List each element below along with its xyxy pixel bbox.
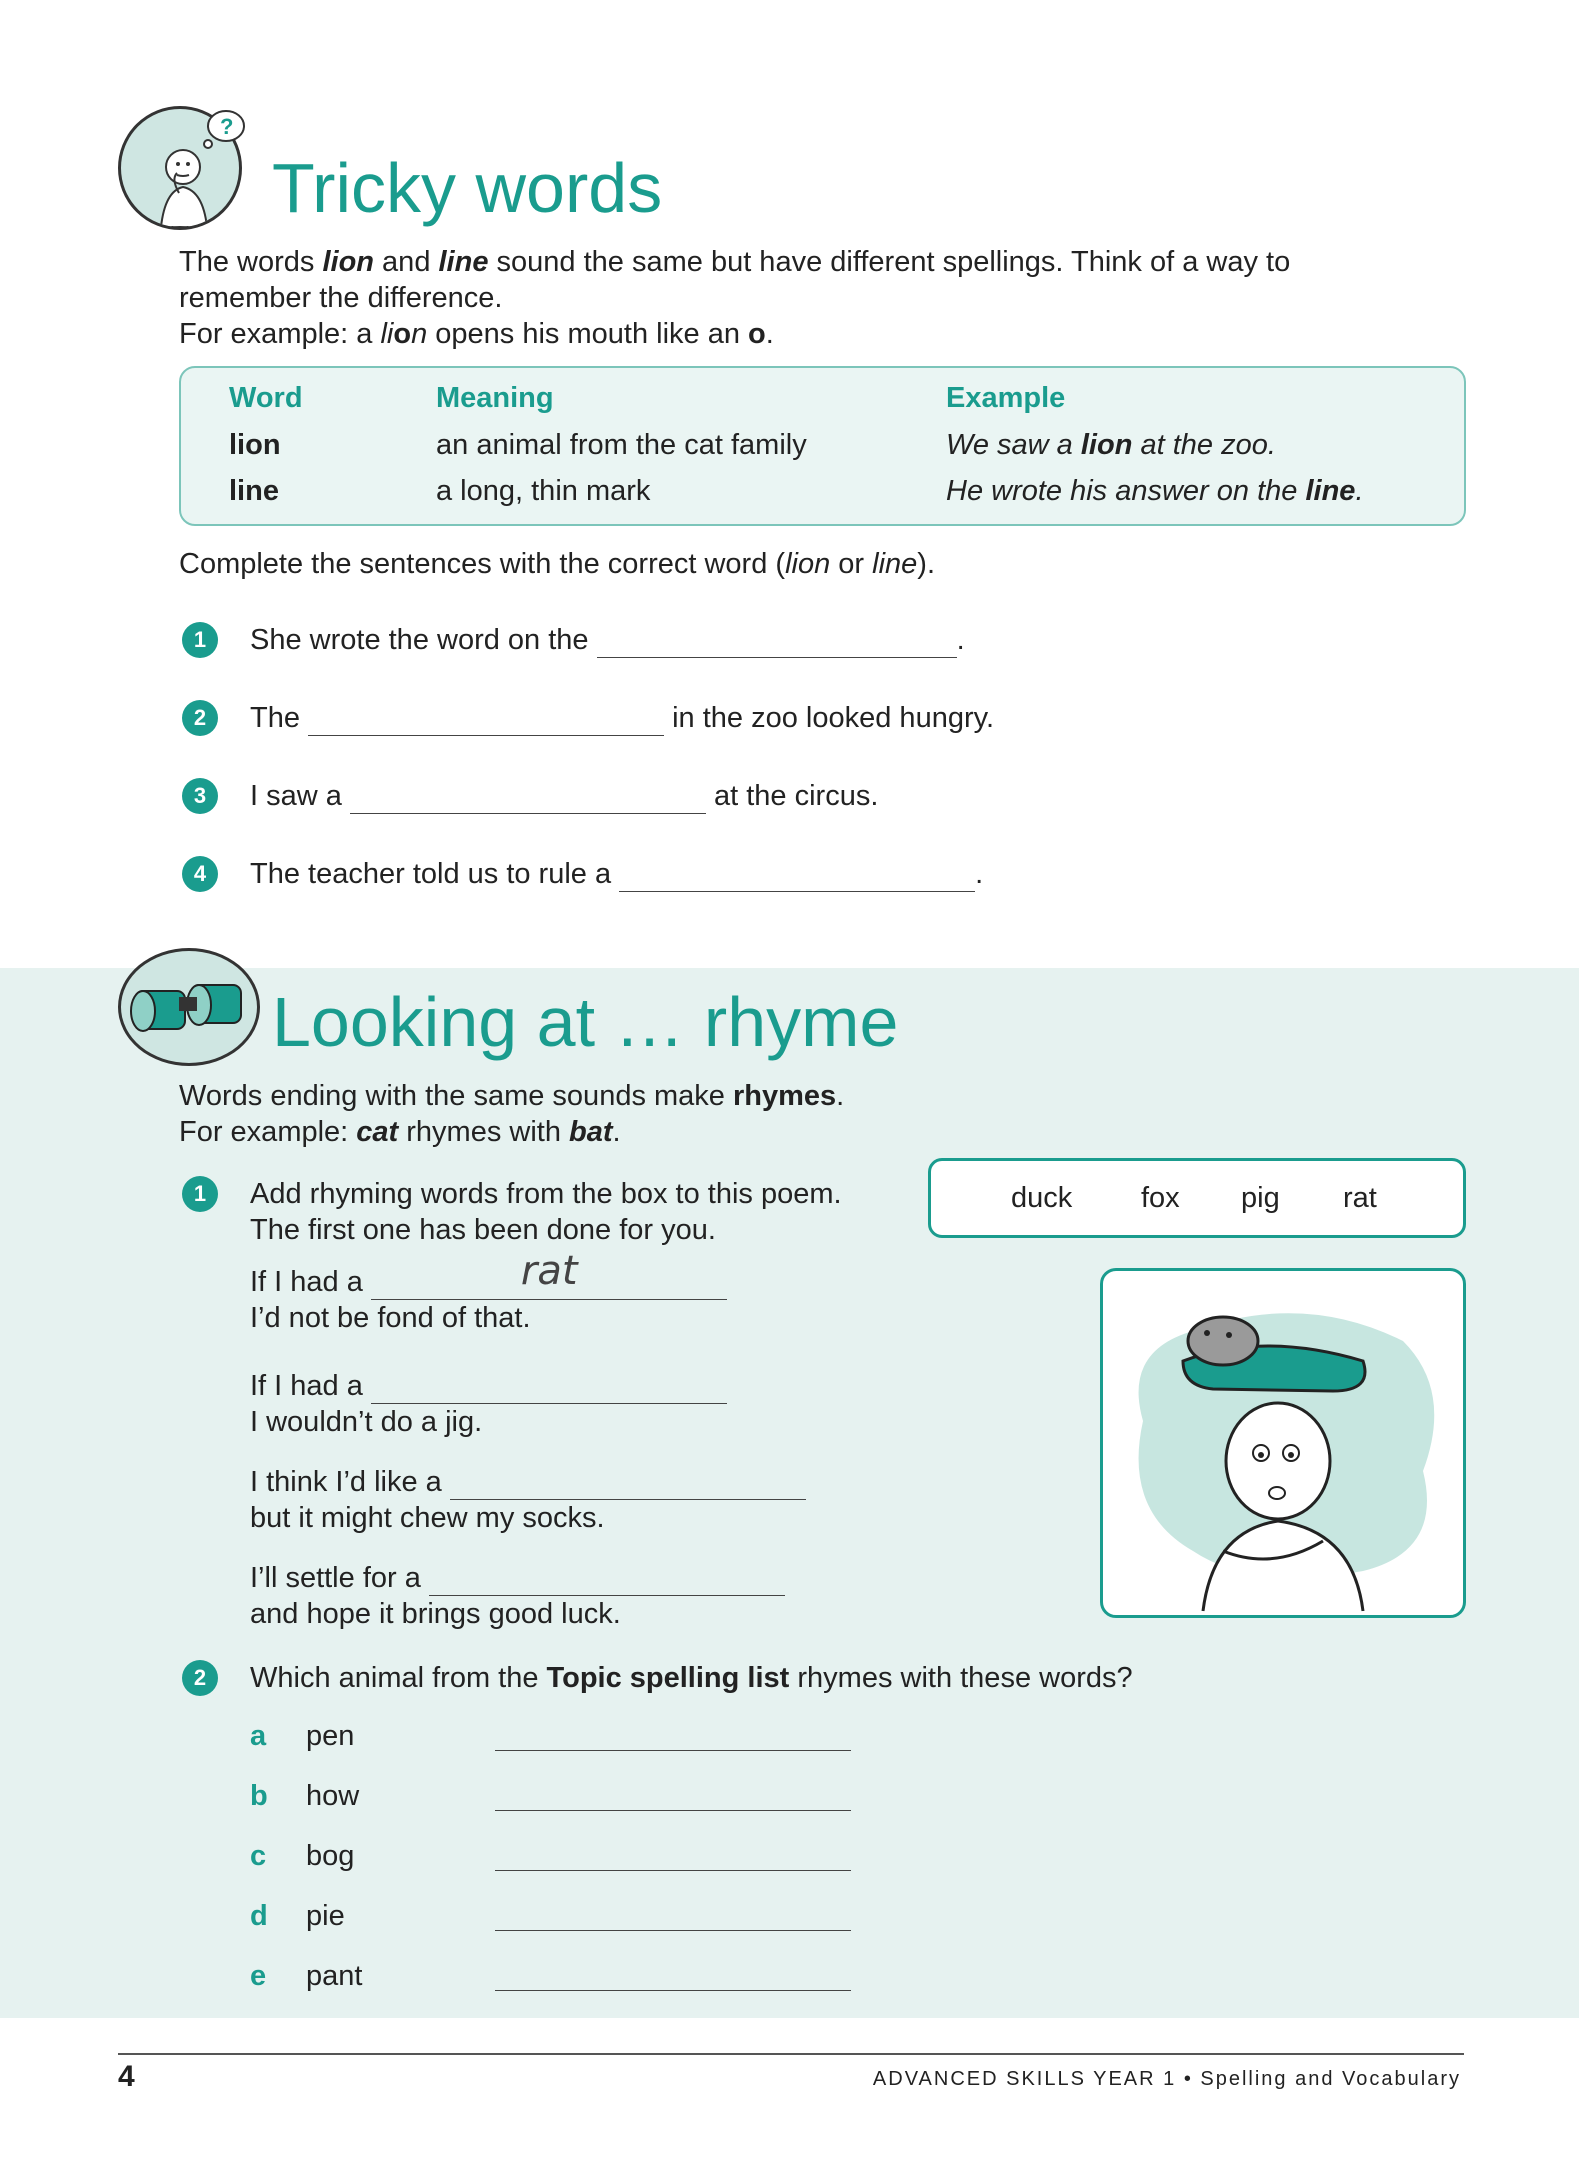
tricky-intro bbox=[179, 244, 1359, 316]
tricky-instruction bbox=[179, 546, 935, 582]
text-segment: o bbox=[748, 318, 766, 350]
table-header-meaning: Meaning bbox=[436, 382, 554, 414]
question-1-text: She wrote the word on the bbox=[250, 624, 589, 656]
text-segment: and bbox=[374, 246, 439, 278]
rhyme-q2-item-b bbox=[250, 1778, 870, 1818]
question-3-text-end: at the circus. bbox=[714, 780, 879, 812]
table-row-2-example bbox=[946, 475, 1364, 508]
table-row-2-word: line bbox=[229, 475, 279, 507]
question-1-text-end: . bbox=[956, 624, 965, 656]
box-word-fox: fox bbox=[1141, 1182, 1180, 1214]
table-header-word: Word bbox=[229, 382, 303, 414]
text-segment: Topic spelling list bbox=[546, 1662, 790, 1694]
poem-verse-3-answer-line[interactable] bbox=[450, 1469, 806, 1500]
poem-verse-1 bbox=[250, 1248, 727, 1336]
question-2-text-end: in the zoo looked hungry. bbox=[672, 702, 995, 734]
text-segment: Which animal from the bbox=[250, 1662, 547, 1694]
poem-verse-3-line-2: but it might chew my socks. bbox=[250, 1502, 605, 1534]
rhyme-q1-text: Add rhyming words from the box to this poem. The first one has been done for you. bbox=[250, 1178, 842, 1246]
item-c-word: bog bbox=[306, 1840, 355, 1872]
question-2 bbox=[250, 700, 994, 736]
item-a-answer-line[interactable] bbox=[495, 1720, 851, 1751]
text-segment: opens his mouth like an bbox=[427, 318, 749, 350]
item-d-word: pie bbox=[306, 1900, 345, 1932]
question-3-number: 3 bbox=[182, 778, 218, 814]
box-word-duck: duck bbox=[1011, 1182, 1073, 1214]
poem-verse-2 bbox=[250, 1368, 727, 1440]
text-segment: line bbox=[438, 246, 489, 278]
text-segment: . bbox=[836, 1080, 845, 1112]
item-e-word: pant bbox=[306, 1960, 363, 1992]
text-segment: sound the same but have different spellings. Think of a way to remember the difference. bbox=[179, 246, 1291, 314]
question-1-answer-line[interactable] bbox=[597, 627, 957, 658]
question-3-answer-line[interactable] bbox=[350, 783, 706, 814]
poem-verse-4-answer-line[interactable] bbox=[429, 1565, 785, 1596]
tricky-words-title: Tricky words bbox=[272, 149, 663, 227]
question-2-text: The bbox=[250, 702, 300, 734]
text-segment: rhymes with these words? bbox=[789, 1662, 1133, 1694]
text-segment: . bbox=[612, 1116, 621, 1148]
text-segment: Words ending with the same sounds make bbox=[179, 1080, 733, 1112]
binoculars-icon bbox=[118, 948, 260, 1066]
table-header-example: Example bbox=[946, 382, 1066, 414]
question-3 bbox=[250, 778, 878, 814]
item-e-letter: e bbox=[250, 1960, 267, 1992]
text-segment: For example: bbox=[179, 1116, 357, 1148]
poem-verse-2-line-2: I wouldn’t do a jig. bbox=[250, 1406, 483, 1438]
item-b-word: how bbox=[306, 1780, 360, 1812]
text-segment: line bbox=[872, 548, 918, 580]
poem-verse-4-line-2: and hope it brings good luck. bbox=[250, 1598, 621, 1630]
poem-verse-1-line-1: If I had a bbox=[250, 1266, 363, 1298]
question-4-number: 4 bbox=[182, 856, 218, 892]
poem-verse-2-answer-line[interactable] bbox=[371, 1373, 727, 1404]
item-d-letter: d bbox=[250, 1900, 268, 1932]
rhyme-q2-item-d bbox=[250, 1898, 870, 1938]
box-word-pig: pig bbox=[1241, 1182, 1280, 1214]
text-segment: line bbox=[1305, 475, 1356, 507]
text-segment: n bbox=[411, 318, 428, 350]
page-number: 4 bbox=[118, 2060, 135, 2093]
rhyme-q2-item-c bbox=[250, 1838, 870, 1878]
item-c-letter: c bbox=[250, 1840, 267, 1872]
table-row-2-meaning: a long, thin mark bbox=[436, 475, 651, 507]
text-segment: lion bbox=[322, 246, 374, 278]
rhyme-q2-item-a bbox=[250, 1718, 870, 1758]
poem-verse-4-line-1: I’ll settle for a bbox=[250, 1562, 421, 1594]
question-4-text: The teacher told us to rule a bbox=[250, 858, 612, 890]
text-segment: or bbox=[830, 548, 873, 580]
text-segment: lion bbox=[1080, 429, 1133, 461]
text-segment: bat bbox=[569, 1116, 613, 1148]
question-1-number: 1 bbox=[182, 622, 218, 658]
question-3-text: I saw a bbox=[250, 780, 342, 812]
table-row-1-word: lion bbox=[229, 429, 281, 461]
item-d-answer-line[interactable] bbox=[495, 1900, 851, 1931]
question-1 bbox=[250, 622, 965, 658]
question-2-answer-line[interactable] bbox=[308, 705, 664, 736]
question-2-number: 2 bbox=[182, 700, 218, 736]
text-segment: rhymes bbox=[732, 1080, 837, 1112]
svg-text:?: ? bbox=[220, 114, 234, 139]
text-segment: The words bbox=[179, 246, 323, 278]
item-a-word: pen bbox=[306, 1720, 355, 1752]
text-segment: cat bbox=[356, 1116, 399, 1148]
tricky-example bbox=[179, 316, 1359, 352]
text-segment: ). bbox=[917, 548, 935, 580]
poem-verse-1-answer-line[interactable] bbox=[371, 1248, 727, 1300]
rhyme-intro-2 bbox=[179, 1114, 621, 1150]
table-row-1-example bbox=[946, 429, 1276, 462]
box-word-rat: rat bbox=[1343, 1182, 1377, 1214]
text-segment: . bbox=[1355, 475, 1364, 507]
word-table bbox=[179, 366, 1466, 526]
question-4 bbox=[250, 856, 983, 892]
item-e-answer-line[interactable] bbox=[495, 1960, 851, 1991]
poem-verse-1-answer: rat bbox=[520, 1248, 578, 1294]
poem-verse-3-line-1: I think I’d like a bbox=[250, 1466, 442, 1498]
rhyme-q2-number: 2 bbox=[182, 1660, 218, 1696]
text-segment: li bbox=[380, 318, 394, 350]
text-segment: . bbox=[765, 318, 774, 350]
footer-title: ADVANCED SKILLS YEAR 1 • Spelling and Vocabulary bbox=[872, 2068, 1461, 2090]
item-b-answer-line[interactable] bbox=[495, 1780, 851, 1811]
poem-verse-3 bbox=[250, 1464, 806, 1536]
poem-verse-4 bbox=[250, 1560, 785, 1632]
poem-verse-1-line-2: I’d not be fond of that. bbox=[250, 1302, 531, 1334]
item-a-letter: a bbox=[250, 1720, 267, 1752]
question-4-text-end: . bbox=[975, 858, 984, 890]
table-row-1-meaning: an animal from the cat family bbox=[436, 429, 807, 461]
question-4-answer-line[interactable] bbox=[619, 861, 975, 892]
thought-bubble-icon bbox=[196, 106, 246, 152]
rhyme-title: Looking at … rhyme bbox=[272, 983, 899, 1061]
text-segment: He wrote his answer on the bbox=[946, 475, 1306, 507]
boy-with-rat-illustration bbox=[1100, 1268, 1466, 1618]
rhyme-q2-item-e bbox=[250, 1958, 870, 1998]
item-c-answer-line[interactable] bbox=[495, 1840, 851, 1871]
rhyme-intro-1 bbox=[179, 1078, 844, 1114]
text-segment: For example: a bbox=[179, 318, 381, 350]
text-segment: rhymes with bbox=[398, 1116, 570, 1148]
item-b-letter: b bbox=[250, 1780, 268, 1812]
rhyme-q2-text bbox=[250, 1660, 1133, 1696]
poem-verse-2-line-1: If I had a bbox=[250, 1370, 363, 1402]
text-segment: o bbox=[393, 318, 412, 350]
text-segment: Complete the sentences with the correct word ( bbox=[179, 548, 786, 580]
footer-divider bbox=[118, 2053, 1464, 2055]
text-segment: lion bbox=[785, 548, 831, 580]
rhyme-q1-number: 1 bbox=[182, 1176, 218, 1212]
text-segment: We saw a bbox=[946, 429, 1081, 461]
rhyme-word-box bbox=[928, 1158, 1466, 1238]
text-segment: at the zoo. bbox=[1132, 429, 1276, 461]
